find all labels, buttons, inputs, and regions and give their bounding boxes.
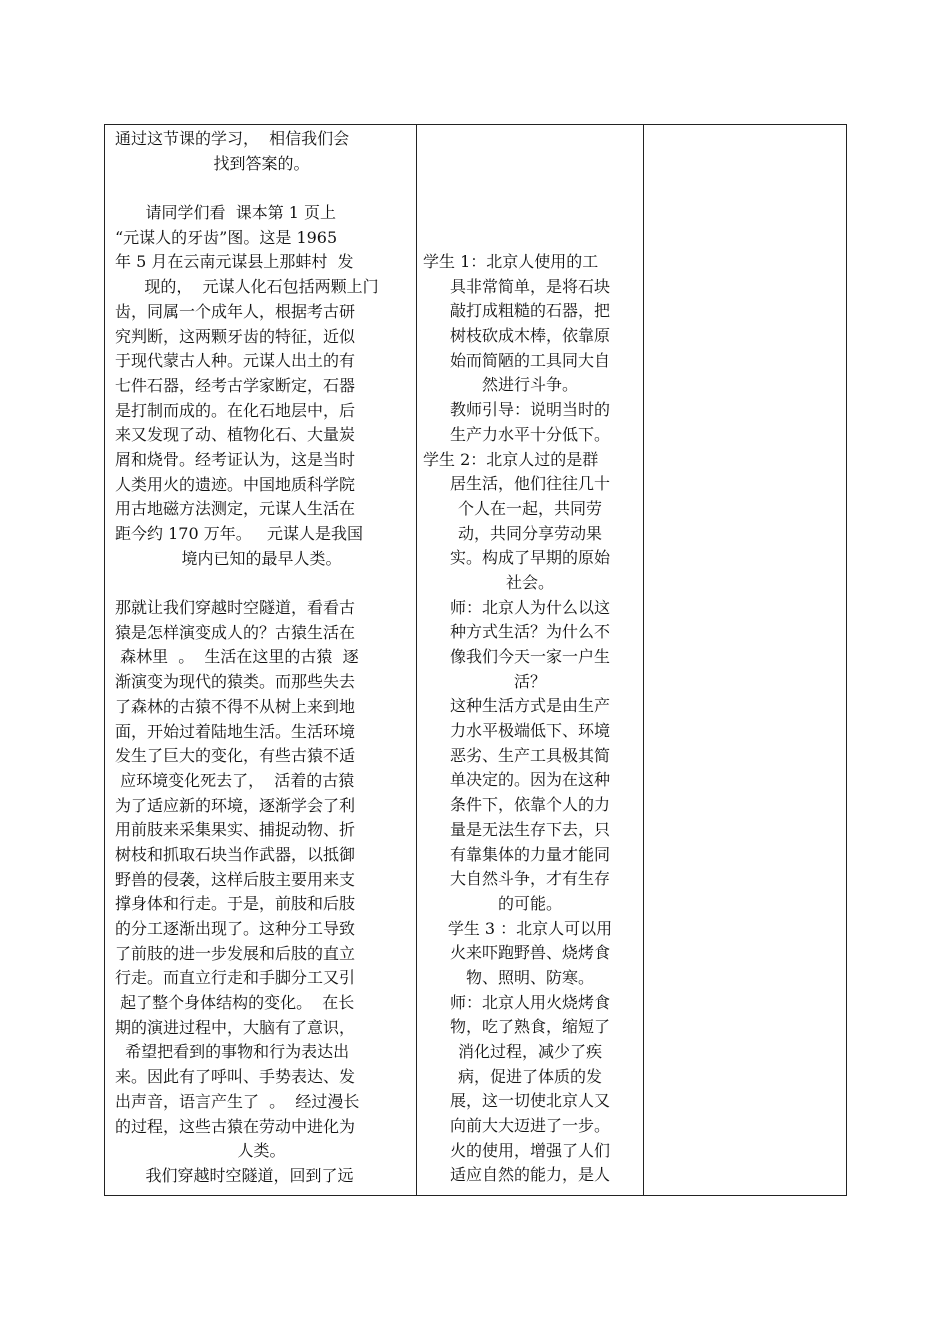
text-line: 那就让我们穿越时空隧道，看看古 (115, 598, 356, 618)
text-line: 找到答案的。 (213, 153, 310, 173)
teacher-content-column (105, 125, 417, 1195)
text-line: 单决定的。因为在这种 (449, 770, 610, 790)
text-line: 生产力水平十分低下。 (449, 424, 610, 444)
text-line: 这种生活方式是由生产 (449, 696, 610, 716)
text-line: 教师引导：说明当时的 (449, 400, 610, 420)
text-line: 于现代蒙古人种。元谋人出土的有 (115, 351, 356, 371)
text-line: 境内已知的最早人类。 (181, 548, 342, 568)
student-activity-block (423, 250, 637, 1188)
text-line: 请同学们看 课本第 1 页上 (115, 203, 337, 223)
text-line: 人类。 (237, 1141, 286, 1161)
text-line: 学生 2：北京人过的是群 (423, 449, 599, 469)
text-line: 面，开始过着陆地生活。生活环境 (115, 721, 356, 741)
text-line: 用前肢来采集果实、捕捉动物、折 (115, 820, 356, 840)
text-line: 渐演变为现代的猿类。而那些失去 (115, 672, 356, 692)
text-line: 具非常简单，是将石块 (449, 276, 610, 296)
text-line: 物、照明、防寒。 (465, 967, 594, 987)
text-line: 实。构成了早期的原始 (449, 548, 610, 568)
text-line: 树枝和抓取石块当作武器，以抵御 (115, 844, 356, 864)
text-line: 有靠集体的力量才能同 (449, 844, 610, 864)
text-line: 距今约 170 万年。 元谋人是我国 (115, 524, 363, 543)
text-line: 出声音，语言产生了 。 经过漫长 (115, 1091, 360, 1111)
text-line: 现的， 元谋人化石包括两颗上门 (144, 277, 379, 297)
text-line: 学生 3 ：北京人可以用 (447, 918, 613, 938)
text-line: 病，促进了体质的发 (457, 1066, 602, 1086)
text-line: 师：北京人为什么以这 (449, 597, 610, 617)
text-line: 个人在一起，共同劳 (457, 498, 602, 518)
text-line: 敲打成粗糙的石器，把 (449, 301, 610, 321)
text-line: 然进行斗争。 (481, 375, 578, 395)
text-line: 树枝砍成木棒，依靠原 (449, 326, 610, 346)
student-activity-column (417, 125, 644, 1195)
text-line: 森林里 。 生活在这里的古猿 逐 (115, 647, 359, 667)
text-line: 猿是怎样演变成人的？古猿生活在 (115, 622, 356, 642)
text-line: 齿，同属一个成年人，根据考古研 (115, 301, 356, 321)
text-line: 量是无法生存下去，只 (449, 819, 610, 839)
text-line: 恶劣、生产工具极其简 (449, 745, 610, 765)
text-line: 展，这一切使北京人又 (449, 1091, 610, 1111)
ape-evolution-paragraph (115, 596, 408, 1189)
text-line: 消化过程，减少了疾 (457, 1042, 602, 1061)
text-line: “元谋人的牙齿”图。这是 1965 (115, 227, 338, 247)
text-line: 撑身体和行走。于是，前肢和后肢 (115, 894, 356, 914)
text-line: 活？ (513, 671, 546, 691)
text-line: 适应自然的能力，是人 (449, 1165, 610, 1185)
text-line: 力水平极端低下、环境 (449, 721, 610, 741)
text-line: 年 5 月在云南元谋县上那蚌村 发 (115, 252, 354, 272)
text-line: 来。因此有了呼叫、手势表达、发 (115, 1067, 356, 1087)
text-line: 像我们今天一家一户生 (449, 647, 610, 666)
lesson-plan-table (104, 124, 847, 1196)
text-line: 人类用火的遗迹。中国地质科学院 (115, 474, 356, 494)
text-line: 屑和烧骨。经考证认为，这是当时 (115, 449, 356, 469)
text-line: 向前大大迈进了一步。 (449, 1116, 610, 1136)
text-line: 的可能。 (497, 893, 562, 913)
text-line: 种方式生活？为什么不 (449, 622, 610, 642)
text-line: 学生 1：北京人使用的工 (423, 252, 599, 271)
text-line: 始而简陋的工具同大自 (449, 350, 610, 370)
text-line: 起了整个身体结构的变化。 在长 (115, 993, 355, 1013)
blank-line (115, 571, 408, 596)
text-line: 行走。而直立行走和手脚分工又引 (115, 968, 356, 988)
intro-block (115, 127, 408, 176)
text-line: 的分工逐渐出现了。这种分工导致 (115, 919, 356, 938)
text-line: 是打制而成的。在化石地层中，后 (115, 400, 356, 420)
text-line: 究判断，这两颗牙齿的特征，近似 (115, 326, 356, 346)
text-line: 我们穿越时空隧道，回到了远 (115, 1165, 354, 1185)
text-line: 来又发现了动、植物化石、大量炭 (115, 425, 356, 445)
text-line: 动，共同分享劳动果 (457, 523, 602, 543)
text-line: 七件石器，经考古学家断定，石器 (115, 375, 356, 395)
text-line: 用古地磁方法测定，元谋人生活在 (115, 499, 356, 519)
text-line: 火来吓跑野兽、烧烤食 (449, 943, 610, 963)
notes-column (644, 125, 846, 1195)
blank-line (115, 176, 408, 201)
text-line: 了前肢的进一步发展和后肢的直立 (115, 943, 356, 963)
text-line: 希望把看到的事物和行为表达出 (115, 1042, 350, 1062)
text-line: 发生了巨大的变化，有些古猿不适 (115, 746, 356, 766)
text-line: 火的使用，增强了人们 (449, 1140, 610, 1160)
text-line: 了森林的古猿不得不从树上来到地 (115, 696, 356, 716)
text-line: 条件下，依靠个人的力 (449, 795, 610, 815)
yuanmou-paragraph (115, 201, 408, 571)
text-line: 为了适应新的环境，逐渐学会了利 (115, 795, 356, 815)
text-line: 期的演进过程中，大脑有了意识， (115, 1017, 356, 1037)
text-line: 野兽的侵袭，这样后肢主要用来支 (115, 869, 356, 889)
text-line: 物，吃了熟食，缩短了 (449, 1017, 610, 1037)
text-line: 应环境变化死去了， 活着的古猿 (115, 770, 355, 790)
text-line: 社会。 (505, 572, 554, 592)
text-line: 居生活，他们往往几十 (449, 474, 610, 494)
text-line: 通过这节课的学习， 相信我们会 (115, 129, 350, 148)
text-line: 大自然斗争，才有生存 (449, 869, 610, 889)
text-line: 的过程，这些古猿在劳动中进化为 (115, 1116, 356, 1136)
text-line: 师：北京人用火烧烤食 (449, 992, 610, 1012)
